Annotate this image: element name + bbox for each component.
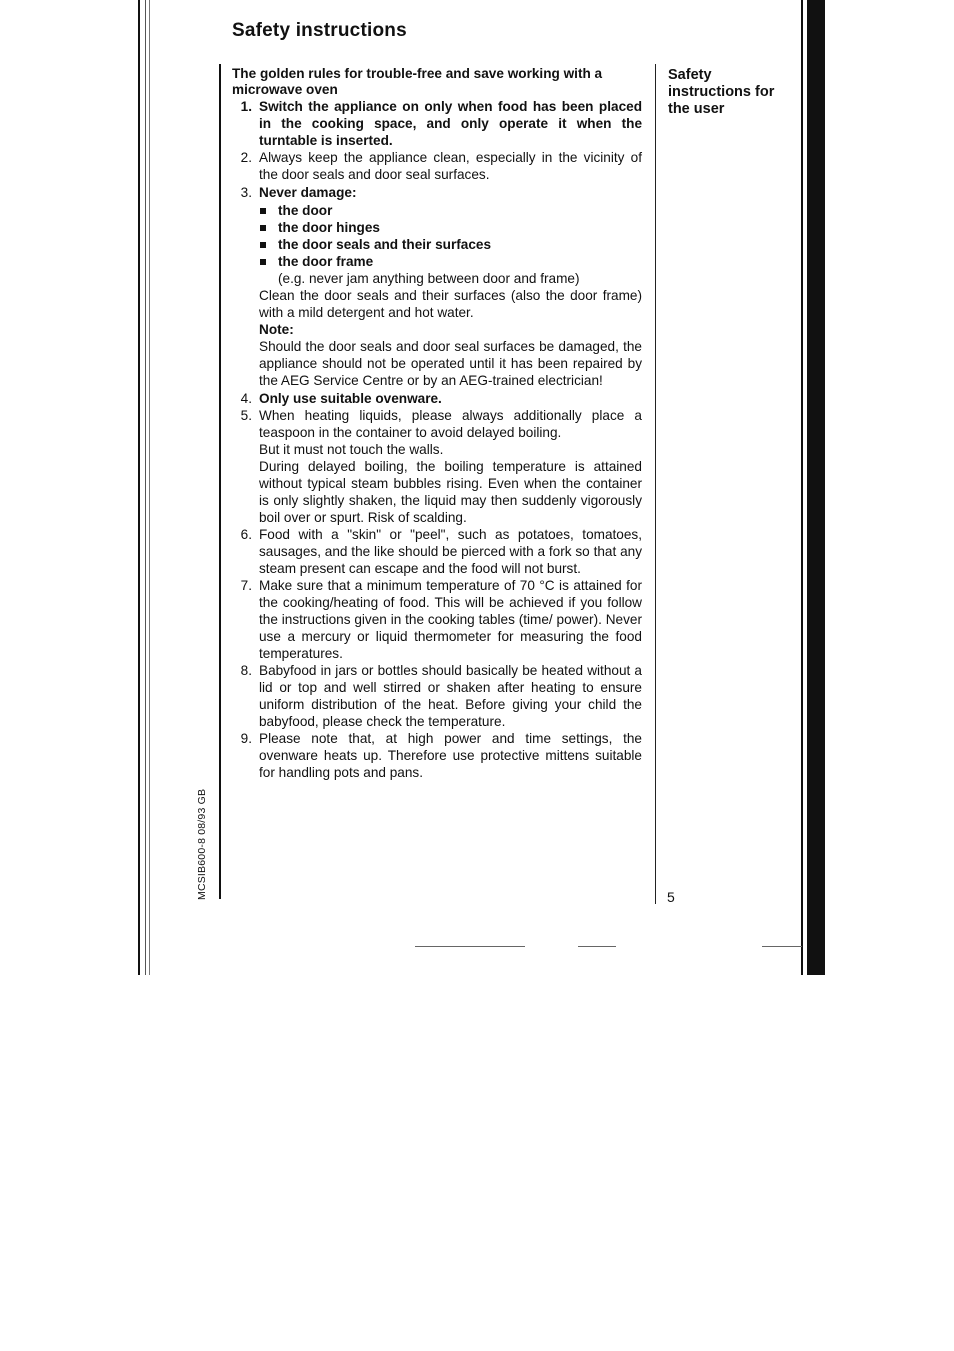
right-border-line	[801, 0, 803, 975]
page-number: 5	[667, 889, 675, 905]
item-text: When heating liquids, please always additionally place a teaspoon in the container to avoid delayed boiling.	[259, 408, 642, 440]
document-code: MCSIB600-8 08/93 GB	[196, 788, 208, 900]
item-number: 9.	[240, 731, 252, 746]
damage-parts-list	[259, 202, 642, 270]
page-title: Safety instructions	[232, 20, 407, 41]
item-number: 8.	[240, 663, 252, 678]
square-bullet-icon	[260, 242, 266, 248]
rules-list	[232, 98, 642, 781]
item-text: Please note that, at high power and time settings, the ovenware heats up. Therefore use protective mittens suitable for handling pots and pans.	[259, 731, 642, 780]
square-bullet-icon	[260, 208, 266, 214]
item-number: 4.	[240, 391, 252, 406]
scan-dash	[415, 946, 525, 947]
left-border-line	[145, 0, 146, 975]
item-text: Never damage:	[259, 185, 357, 200]
item-text-continued: But it must not touch the walls.	[259, 442, 444, 457]
list-item	[232, 407, 642, 526]
item-text: Babyfood in jars or bottles should basically be heated without a lid or top and well stirred or shaken after heating to ensure uniform distribution of the heat. Before giving your child the babyfood, please check the temperature.	[259, 663, 642, 729]
bullet-item: the door seals and their surfaces	[259, 236, 642, 253]
example-text: (e.g. never jam anything between door and frame)	[278, 271, 580, 286]
note-label: Note:	[259, 322, 294, 337]
list-item	[232, 149, 642, 183]
item-number: 7.	[240, 578, 252, 593]
list-item	[232, 662, 642, 730]
item-text: Switch the appliance on only when food has been placed in the cooking space, and only operate it when the turntable is inserted.	[259, 99, 642, 148]
square-bullet-icon	[260, 259, 266, 265]
list-item	[232, 98, 642, 149]
list-item	[232, 730, 642, 781]
list-item	[232, 577, 642, 662]
item-text: Only use suitable ovenware.	[259, 391, 442, 406]
item-text-continued: During delayed boiling, the boiling temperature is attained without typical steam bubbles rising. Even when the container is only slightly shaken, the liquid may then suddenly vigorously boil over or spurt. Risk of scalding.	[259, 459, 642, 525]
sidebar-heading: Safety instructions for the user	[668, 67, 775, 117]
item-text: Always keep the appliance clean, especially in the vicinity of the door seals and door seal surfaces.	[259, 150, 642, 182]
left-border-line	[149, 0, 150, 975]
list-item	[232, 526, 642, 577]
bullet-item: the door hinges	[259, 219, 642, 236]
right-border-bar	[807, 0, 825, 975]
item-number: 6.	[240, 527, 252, 542]
item-text: Make sure that a minimum temperature of 70 °C is attained for the cooking/heating of food. This will be achieved if you follow the instructions given in the cooking tables (time/ power). Never use a mercury or liquid thermometer for measuring the food temperatures.	[259, 578, 642, 661]
item-number: 2.	[240, 150, 252, 165]
left-border-line	[138, 0, 140, 975]
list-item	[232, 390, 642, 407]
note-text: Should the door seals and door seal surfaces be damaged, the appliance should not be operated until it has been repaired by the AEG Service Centre or by an AEG-trained electrician!	[259, 339, 642, 388]
intro-heading: The golden rules for trouble-free and save working with a microwave oven	[232, 66, 603, 97]
square-bullet-icon	[260, 225, 266, 231]
item-number: 1.	[240, 99, 252, 114]
cleaning-text: Clean the door seals and their surfaces (also the door frame) with a mild detergent and hot water.	[259, 288, 642, 320]
scan-dash	[578, 946, 616, 947]
item-number: 5.	[240, 408, 252, 423]
scan-dash	[762, 946, 802, 947]
main-content	[232, 66, 642, 781]
right-column-rule	[655, 64, 656, 904]
left-column-rule	[219, 64, 221, 899]
bullet-item: the door frame	[259, 253, 642, 270]
item-number: 3.	[240, 185, 252, 200]
bullet-item: the door	[259, 202, 642, 219]
item-text: Food with a "skin" or "peel", such as potatoes, tomatoes, sausages, and the like should be pierced with a fork so that any steam present can escape and the food will not burst.	[259, 527, 642, 576]
list-item	[232, 184, 642, 389]
